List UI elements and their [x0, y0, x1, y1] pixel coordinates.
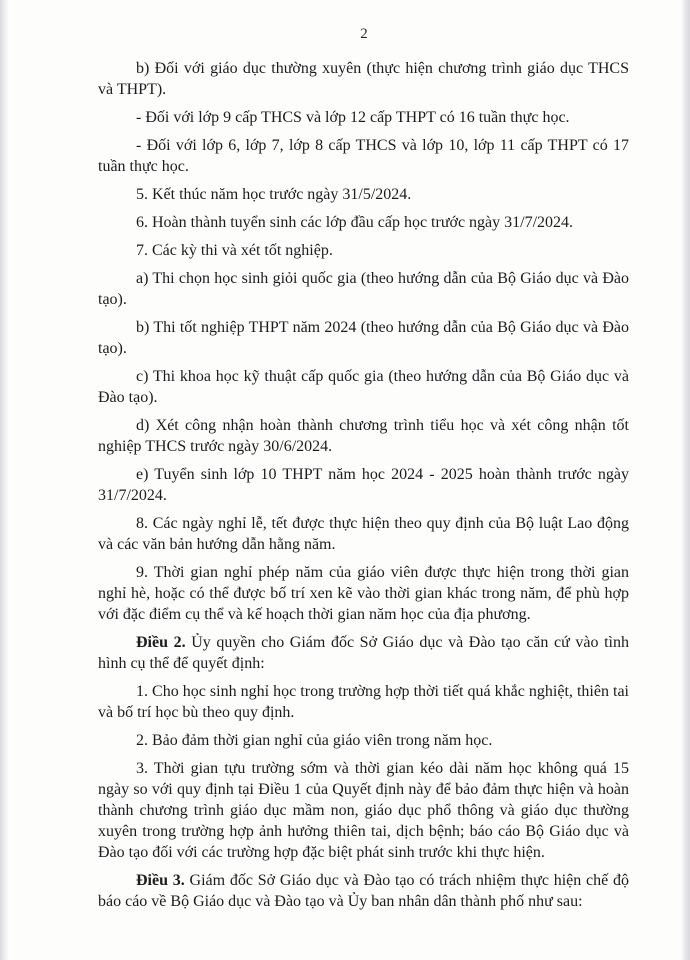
- paragraph: - Đối với lớp 9 cấp THCS và lớp 12 cấp THPT có 16 tuần thực học.: [136, 109, 570, 126]
- paragraph: 7. Các kỳ thi và xét tốt nghiệp.: [136, 242, 333, 259]
- paragraph: b) Thi tốt nghiệp THPT năm 2024 (theo hướng dẫn của Bộ Giáo dục và Đào tạo).: [98, 319, 629, 357]
- paragraph: e) Tuyển sinh lớp 10 THPT năm học 2024 - 2025 hoàn thành trước ngày 31/7/2024.: [98, 466, 629, 504]
- paragraph: 3. Thời gian tựu trường sớm và thời gian kéo dài năm học không quá 15 ngày so với quy định tại Điều 1 của Quyết định này để bảo đảm thực hiện và hoàn thành chương trình giáo dục mầm non, giáo dục phổ thông và giáo dục thường xuyên trong trường hợp ảnh hưởng thiên tai, dịch bệnh; báo cáo Bộ Giáo dục và Đào tạo đối với các trường hợp đặc biệt phát sinh trước khi thực hiện.: [98, 760, 629, 861]
- article-label: Điều 2.: [136, 634, 186, 651]
- article-label: Điều 3.: [136, 872, 185, 889]
- scan-edge-left: [0, 0, 9, 960]
- page-number: 2: [360, 26, 368, 42]
- paragraph: Điều 2. Ủy quyền cho Giám đốc Sở Giáo dục và Đào tạo căn cứ vào tình hình cụ thể để quyết định:: [98, 634, 629, 672]
- paragraph: 2. Bảo đảm thời gian nghỉ của giáo viên trong năm học.: [136, 732, 493, 749]
- paragraph: - Đối với lớp 6, lớp 7, lớp 8 cấp THCS và lớp 10, lớp 11 cấp THPT có 17 tuần thực học.: [98, 137, 629, 175]
- paragraph: 5. Kết thúc năm học trước ngày 31/5/2024.: [136, 186, 412, 203]
- document-body: [98, 58, 629, 912]
- paragraph: 1. Cho học sinh nghỉ học trong trường hợp thời tiết quá khắc nghiệt, thiên tai và bố trí học bù theo quy định.: [98, 683, 629, 721]
- paragraph: 9. Thời gian nghỉ phép năm của giáo viên được thực hiện trong thời gian nghỉ hè, hoặc có thể được bố trí xen kẽ vào thời gian khác trong năm, để phù hợp với đặc điểm cụ thể và kế hoạch thời gian năm học của địa phương.: [98, 564, 629, 623]
- paragraph: Điều 3. Giám đốc Sở Giáo dục và Đào tạo có trách nhiệm thực hiện chế độ báo cáo về Bộ Giáo dục và Đào tạo và Ủy ban nhân dân thành phố như sau:: [98, 872, 629, 910]
- paragraph: d) Xét công nhận hoàn thành chương trình tiểu học và xét công nhận tốt nghiệp THCS trước ngày 30/6/2024.: [98, 417, 629, 455]
- paragraph: 8. Các ngày nghỉ lễ, tết được thực hiện theo quy định của Bộ luật Lao động và các văn bản hướng dẫn hằng năm.: [98, 515, 629, 553]
- paragraph: c) Thi khoa học kỹ thuật cấp quốc gia (theo hướng dẫn của Bộ Giáo dục và Đào tạo).: [98, 368, 629, 406]
- paragraph: a) Thi chọn học sinh giỏi quốc gia (theo hướng dẫn của Bộ Giáo dục và Đào tạo).: [98, 270, 629, 308]
- paragraph: b) Đối với giáo dục thường xuyên (thực hiện chương trình giáo dục THCS và THPT).: [98, 60, 629, 98]
- paragraph: 6. Hoàn thành tuyển sinh các lớp đầu cấp học trước ngày 31/7/2024.: [136, 214, 574, 231]
- scan-edge-right: [681, 0, 690, 960]
